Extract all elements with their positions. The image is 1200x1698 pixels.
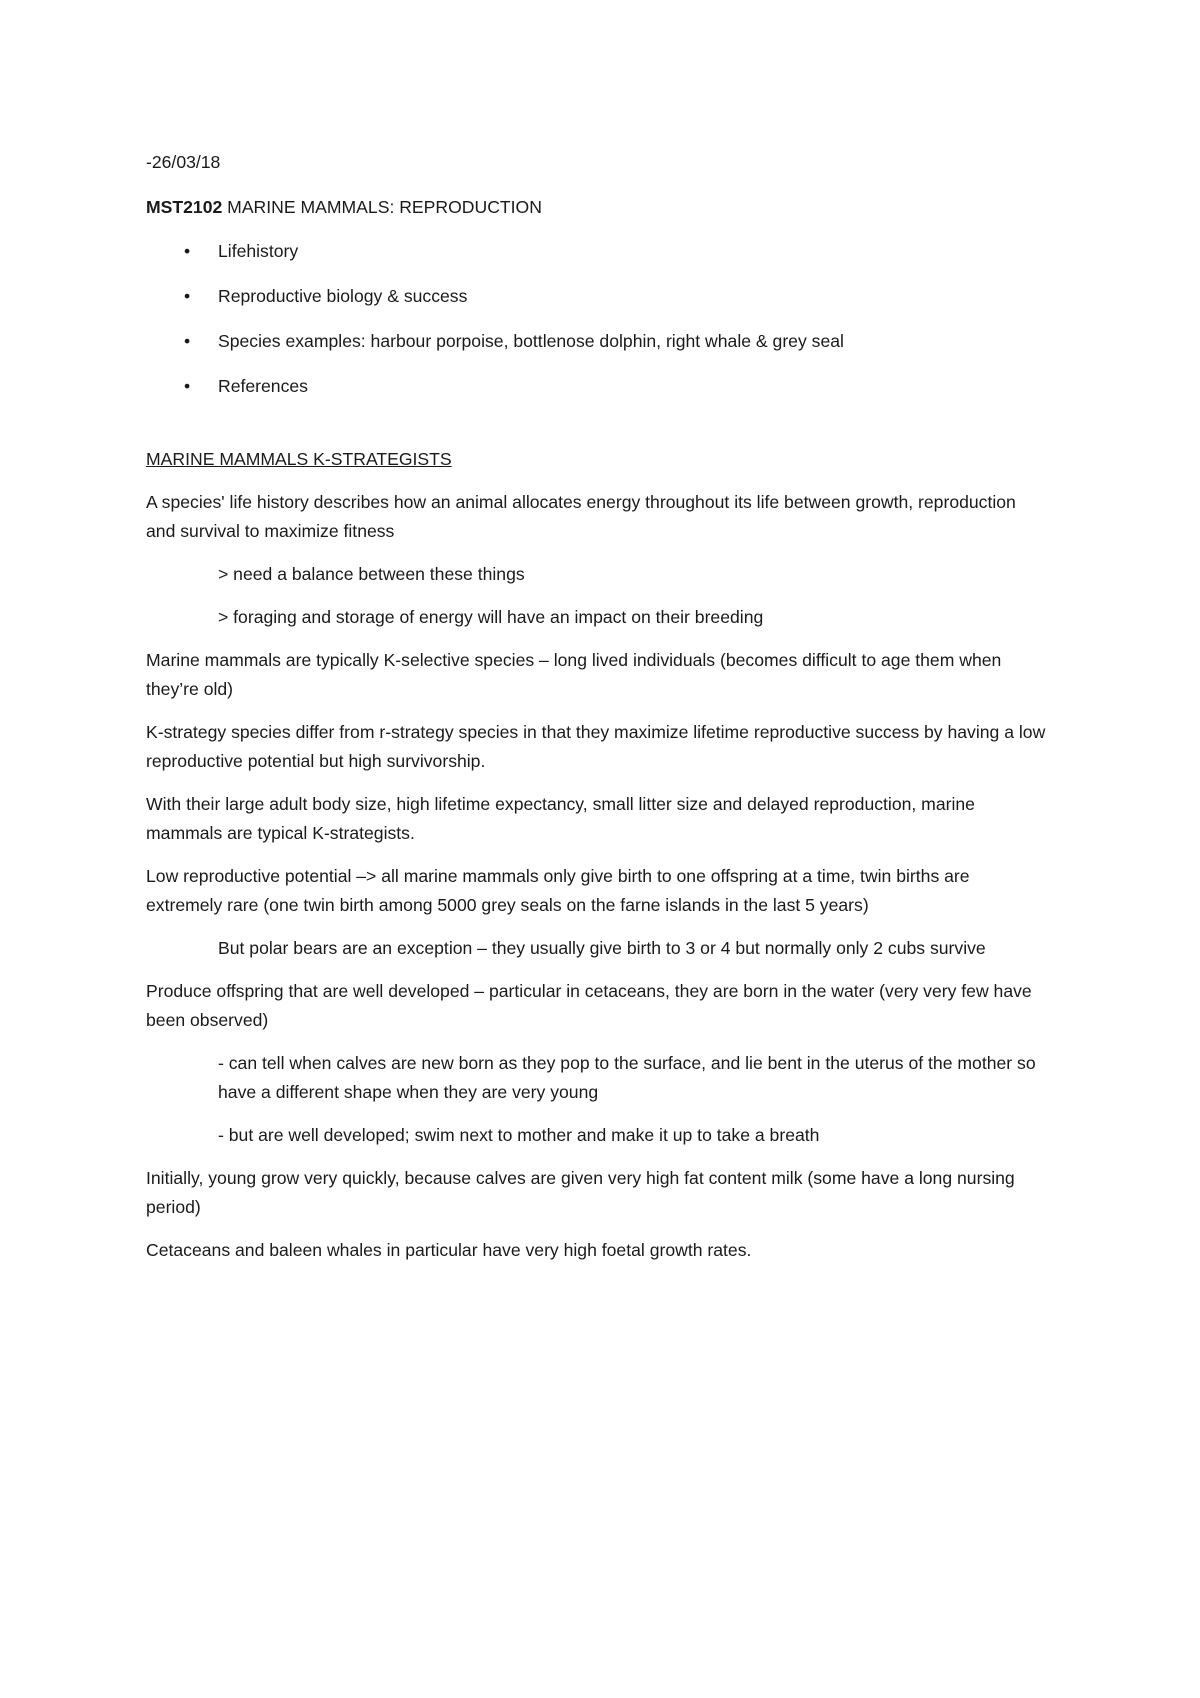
bullet-icon: • <box>184 241 191 261</box>
list-item-text: Species examples: harbour porpoise, bottlenose dolphin, right whale & grey seal <box>218 331 844 351</box>
paragraph: Initially, young grow very quickly, because calves are given very high fat content milk (some have a long nursing period) <box>146 1168 1015 1217</box>
paragraph: Marine mammals are typically K-selective species – long lived individuals (becomes difficult to age them when they’re old) <box>146 650 1002 699</box>
list-item <box>146 372 1046 401</box>
lecture-title <box>146 193 1046 222</box>
lecture-date: -26/03/18 <box>146 152 221 172</box>
list-item <box>146 282 1046 311</box>
list-item-text: References <box>218 376 308 396</box>
bullet-icon: • <box>184 331 191 351</box>
paragraph: Produce offspring that are well developed – particular in cetaceans, they are born in the water (very very few have been observed) <box>146 981 1032 1030</box>
indented-note: But polar bears are an exception – they usually give birth to 3 or 4 but normally only 2 cubs survive <box>218 938 986 958</box>
lecture-title-text: MARINE MAMMALS: REPRODUCTION <box>222 197 542 217</box>
indented-note: > foraging and storage of energy will have an impact on their breeding <box>218 607 764 627</box>
list-item-text: Lifehistory <box>218 241 299 261</box>
bullet-icon: • <box>184 376 191 396</box>
paragraph: With their large adult body size, high lifetime expectancy, small litter size and delayed reproduction, marine mammals are typical K-strategists. <box>146 794 975 843</box>
list-item-text: Reproductive biology & success <box>218 286 468 306</box>
indented-note: - but are well developed; swim next to mother and make it up to take a breath <box>218 1125 820 1145</box>
paragraph: Low reproductive potential –> all marine mammals only give birth to one offspring at a time, twin births are extremely rare (one twin birth among 5000 grey seals on the farne islands in the last 5 years) <box>146 866 970 915</box>
document-body <box>146 148 1046 1279</box>
paragraph: A species' life history describes how an animal allocates energy throughout its life between growth, reproduction and survival to maximize fitness <box>146 492 1016 541</box>
section-heading: MARINE MAMMALS K-STRATEGISTS <box>146 449 452 469</box>
topic-list <box>146 237 1046 401</box>
course-code: MST2102 <box>146 197 223 217</box>
paragraph: Cetaceans and baleen whales in particular have very high foetal growth rates. <box>146 1240 752 1260</box>
list-item <box>146 237 1046 266</box>
list-item <box>146 327 1046 356</box>
bullet-icon: • <box>184 286 191 306</box>
paragraph: K-strategy species differ from r-strategy species in that they maximize lifetime reproductive success by having a low reproductive potential but high survivorship. <box>146 722 1046 771</box>
indented-note: > need a balance between these things <box>218 564 525 584</box>
indented-note: - can tell when calves are new born as they pop to the surface, and lie bent in the uterus of the mother so have a different shape when they are very young <box>218 1053 1036 1102</box>
